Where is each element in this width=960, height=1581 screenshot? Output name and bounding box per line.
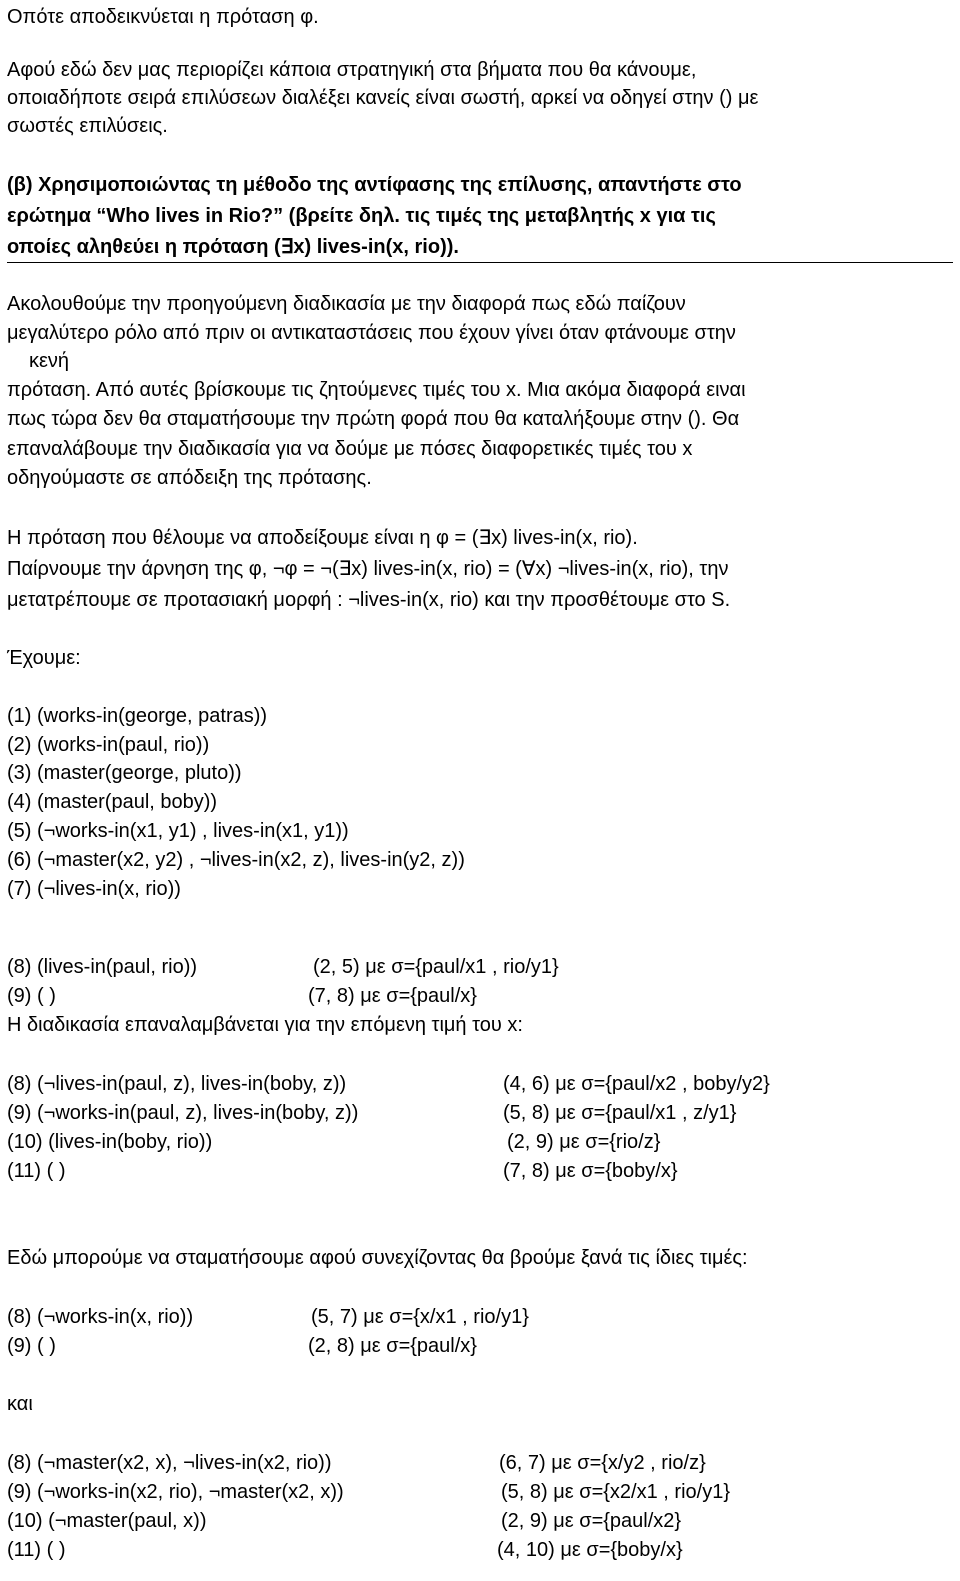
derivation-step [7,1100,953,1126]
step-clause: (10) (¬master(paul, x)) [7,1510,207,1532]
step-source: (4, 10) με σ={boby/x} [497,1539,683,1561]
step-clause: (8) (¬lives-in(paul, z), lives-in(boby, z)) [7,1073,347,1095]
derivation-step [7,1333,953,1359]
derivation-step [7,1304,953,1330]
step-clause: (8) (¬works-in(x, rio)) [7,1306,194,1328]
clause-line: (6) (¬master(x2, y2) , ¬lives-in(x2, z), lives-in(y2, z)) [7,849,465,871]
step-clause: (8) (¬master(x2, x), ¬lives-in(x2, rio)) [7,1452,332,1474]
step-source: (2, 8) με σ={paul/x} [308,1335,477,1357]
step-clause: (11) ( ) [7,1160,66,1182]
derivation-step [7,1479,953,1505]
paragraph-line: Αφού εδώ δεν μας περιορίζει κάποια στρατηγική στα βήματα που θα κάνουμε, [7,59,697,81]
paragraph-line: επαναλάβουμε την διαδικασία για να δούμε με πόσες διαφορετικές τιμές του x [7,438,693,460]
step-clause: (9) (¬works-in(paul, z), lives-in(boby, z)) [7,1102,359,1124]
paragraph-line: πρόταση. Από αυτές βρίσκουμε τις ζητούμενες τιμές του x. Μια ακόμα διαφορά ειναι [7,379,746,401]
clause-line: (2) (works-in(paul, rio)) [7,734,210,756]
clause-line: (7) (¬lives-in(x, rio)) [7,878,181,900]
step-source: (2, 9) με σ={paul/x2} [501,1510,682,1532]
derivation-step [7,1450,953,1476]
paragraph-line: πως τώρα δεν θα σταματήσουμε την πρώτη φορά που θα καταλήξουμε στην (). Θα [7,408,740,430]
clause-line: (1) (works-in(george, patras)) [7,705,268,727]
question-line: ερώτημα “Who lives in Rio?” (βρείτε δηλ. τις τιμές της μεταβλητής x για τις [7,205,716,227]
step-clause: (9) ( ) [7,985,56,1007]
step-source: (7, 8) με σ={boby/x} [503,1160,678,1182]
step-source: (5, 7) με σ={x/x1 , rio/y1} [311,1306,529,1328]
paragraph-line: οδηγούμαστε σε απόδειξη της πρότασης. [7,467,372,489]
step-source: (4, 6) με σ={paul/x2 , boby/y2} [503,1073,770,1095]
have-label: Έχουμε: [7,647,81,669]
paragraph-line: κενή [29,350,70,372]
paragraph-line: Η πρόταση που θέλουμε να αποδείξουμε είναι η φ = (∃x) lives-in(x, rio). [7,527,638,549]
repeat-text: Η διαδικασία επαναλαμβάνεται για την επόμενη τιμή του x: [7,1014,523,1036]
top-line: Οπότε αποδεικνύεται η πρόταση φ. [7,6,319,28]
step-source: (2, 9) με σ={rio/z} [507,1131,661,1153]
derivation-step [7,983,953,1009]
paragraph-line: σωστές επιλύσεις. [7,115,168,137]
paragraph-line: Ακολουθούμε την προηγούμενη διαδικασία με την διαφορά πως εδώ παίζουν [7,293,686,315]
step-source: (7, 8) με σ={paul/x} [308,985,477,1007]
step-source: (6, 7) με σ={x/y2 , rio/z} [499,1452,706,1474]
step-clause: (11) ( ) [7,1539,66,1561]
paragraph-line: οποιαδήποτε σειρά επιλύσεων διαλέξει κανείς είναι σωστή, αρκεί να οδηγεί στην () με [7,87,759,109]
step-clause: (8) (lives-in(paul, rio)) [7,956,198,978]
horizontal-rule [7,262,953,263]
question-line: (β) Χρησιμοποιώντας τη μέθοδο της αντίφασης της επίλυσης, απαντήστε στο [7,174,742,196]
derivation-step [7,1158,953,1184]
clause-line: (3) (master(george, pluto)) [7,762,242,784]
and-label: και [7,1393,33,1415]
derivation-step [7,1129,953,1155]
step-clause: (10) (lives-in(boby, rio)) [7,1131,213,1153]
step-source: (2, 5) με σ={paul/x1 , rio/y1} [313,956,559,978]
paragraph-line: μετατρέπουμε σε προτασιακή μορφή : ¬lives-in(x, rio) και την προσθέτουμε στο S. [7,589,731,611]
step-clause: (9) (¬works-in(x2, rio), ¬master(x2, x)) [7,1481,344,1503]
derivation-step [7,954,953,980]
step-source: (5, 8) με σ={paul/x1 , z/y1} [503,1102,737,1124]
step-clause: (9) ( ) [7,1335,56,1357]
clause-line: (4) (master(paul, boby)) [7,791,218,813]
derivation-step [7,1508,953,1534]
step-source: (5, 8) με σ={x2/x1 , rio/y1} [501,1481,730,1503]
paragraph-line: Παίρνουμε την άρνηση της φ, ¬φ = ¬(∃x) lives-in(x, rio) = (∀x) ¬lives-in(x, rio), την [7,558,729,580]
paragraph-line: μεγαλύτερο ρόλο από πριν οι αντικαταστάσεις που έχουν γίνει όταν φτάνουμε στην [7,322,736,344]
derivation-step [7,1071,953,1097]
clause-line: (5) (¬works-in(x1, y1) , lives-in(x1, y1)) [7,820,349,842]
derivation-step [7,1537,953,1563]
stop-text: Εδώ μπορούμε να σταματήσουμε αφού συνεχίζοντας θα βρούμε ξανά τις ίδιες τιμές: [7,1247,748,1269]
question-line: οποίες αληθεύει η πρόταση (∃x) lives-in(x, rio)). [7,236,459,258]
